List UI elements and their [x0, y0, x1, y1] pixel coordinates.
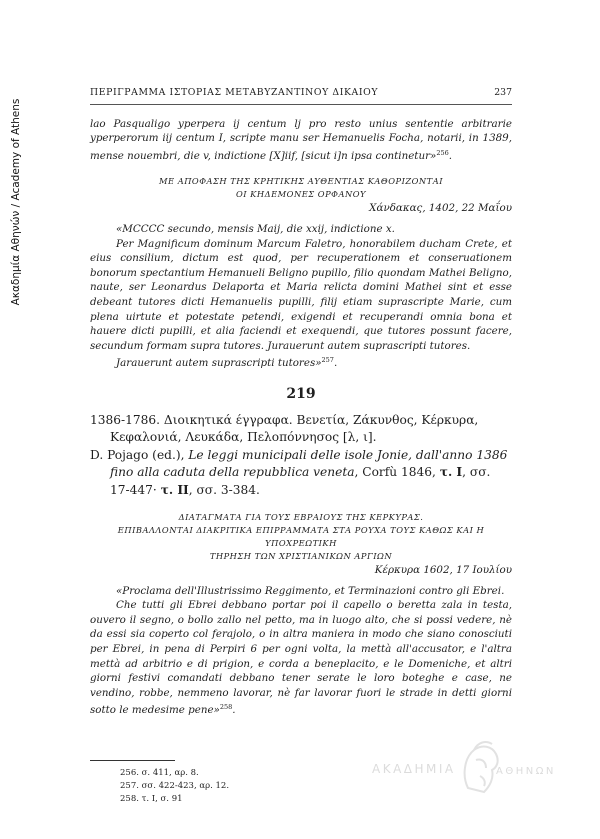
citation-volume: τ. II [160, 482, 189, 497]
document-paragraph: «Proclama dell'Illustrissimo Reggimento, et Terminazioni contro gli Ebrei. [116, 584, 505, 597]
citation-text: , σσ. 3-384. [188, 482, 260, 497]
document-heading-line: ΜΕ ΑΠΟΦΑΣΗ ΤΗΣ ΚΡΗΤΙΚΗΣ ΑΥΘΕΝΤΙΑΣ ΚΑΘΟΡΙΖΟΝΤΑΙ [159, 176, 443, 187]
document-page [90, 86, 512, 806]
citation-text: , Corfù 1846, [354, 465, 440, 479]
citation-book-title: Le leggi municipali delle isole Jonie, dall'anno 1386 fino alla caduta della repubblica veneta [110, 447, 508, 479]
footnote: 257. σσ. 422-423, αρ. 12. [120, 780, 230, 791]
footnote: 256. σ. 411, αρ. 8. [120, 767, 199, 778]
footnote-ref: 256 [436, 148, 449, 157]
citation-author: D. Pojago (ed.), [90, 447, 189, 462]
entry-citation [90, 447, 512, 500]
watermark-word: ΑΚΑΔΗΜΙΑ [372, 762, 456, 776]
document-paragraph: «MCCCC secundo, mensis Maij, die xxij, indictione x. [116, 222, 395, 235]
place-date: Χάνδακας, 1402, 22 Μαΐου [369, 202, 512, 215]
footnote-ref: 258 [219, 703, 233, 712]
citation-volume: τ. I [439, 465, 463, 479]
side-label-text: Ακαδημία Αθηνών / Academy of Athens [10, 98, 22, 306]
paragraph-text: Jarauerunt autem suprascripti tutores» [116, 357, 322, 370]
footnote-ref: 257 [321, 356, 334, 365]
document-paragraph: Che tutti gli Ebrei debbano portar poi il capello o beretta zala in testa, ouvero il segno, o bollo zallo nel petto, ma in luogo alto, che si possi vedere, nè da essi sia coperto col ferajolo, o in altra maniera in modo che siano conosciuti per Ebrei, in pena di Perpiri 6 per ogni volta, la mettà all'accusator, e l'altra mettà ad arbitrio e di prigion, e corda a beneplacito, e le Domeniche, et altri giorni festivi comandati debbano tener serate le loro boteghe e case, ne vendino, robbe, nemmeno lavorar, nè far lavorar fuori le strade in detti giorni sotto le medesime pene»$^{258}$. [90, 599, 512, 717]
header-title: ΠΕΡΙΓΡΑΜΜΑ ΙΣΤΟΡΙΑΣ ΜΕΤΑΒΥΖΑΝΤΙΝΟΥ ΔΙΚΑΙΟΥ [90, 87, 379, 98]
document-heading-line: ΔΙΑΤΑΓΜΑΤΑ ΓΙΑ ΤΟΥΣ ΕΒΡΑΙΟΥΣ ΤΗΣ ΚΕΡΚΥΡΑΣ. [178, 512, 424, 522]
paragraph-text: Che tutti gli Ebrei debbano portar poi il capello o beretta zala in testa, ouvero il segno, o bollo zallo nel petto, ma in luogo alto, che si possi vedere, nè da essi sia coperto col ferajolo, o in altra maniera in modo che siano conosciuti per Ebrei, in pena di Perpiri 6 per ogni volta, la mettà all'accusator, e l'altra mettà ad arbitrio e di prigion, e corda a beneplacito, e le Domeniche, et altri giorni festivi comandati debbano tener serate le loro boteghe e case, ne vendino, robbe, nemmeno lavorar, nè far lavorar fuori le strade in detti giorni sotto le medesime pene» [90, 599, 512, 717]
entry-number: 219 [286, 385, 316, 402]
academy-side-label [8, 52, 24, 352]
running-header [90, 86, 512, 105]
document-paragraph: Jarauerunt autem suprascripti tutores»$^{257}$. [116, 356, 338, 370]
continued-paragraph: lao Pasqualigo yperpera ij centum lj pro resto unius sententie arbitrarie yperperorum iij centum I, scripte manu ser Hemanuelis Focha, notarii, in 1389, mense nouembri, die v, indictione [X]iif, [sicut i]n ipsa continetur»$^{256}$. [90, 117, 512, 162]
document-paragraph: Per Magnificum dominum Marcum Faletro, honorabilem ducham Crete, et eius consilium, dictum est quod, per recuperationem et conseruationem bonorum spectantium Hemanueli Beligno pupillo, filio quondam Mathei Beligno, naute, ser Leonardus Delaporta et Maria relicta domini Mathei sint et esse debeant tutores dicti Hemanuelis pupilli, filij etiam suprascripte Marie, cum plena uirtute et potestate petendi, exigendi et recuperandi omnia bona et hauere dicti pupilli, et alia faciendi et exequendi, que tutores possunt facere, secundum formam supra tutores. Jurauerunt autem suprascripti tutores. [90, 237, 512, 352]
spacer [90, 499, 512, 511]
spacer [90, 163, 512, 175]
page-number: 237 [494, 87, 512, 98]
document-heading-line: ΤΗΡΗΣΗ ΤΩΝ ΧΡΙΣΤΙΑΝΙΚΩΝ ΑΡΓΙΩΝ [209, 551, 393, 561]
citation-text: , σσ. 17-447· [110, 465, 491, 497]
footnote: 258. τ. I, σ. 91 [120, 793, 183, 804]
document-heading-line: ΕΠΙΒΑΛΛΟΝΤΑΙ ΔΙΑΚΡΙΤΙΚΑ ΕΠΙΡΡΑΜΜΑΤΑ ΣΤΑ ΡΟΥΧΑ ΤΟΥΣ ΚΑΘΩΣ ΚΑΙ Η ΥΠΟΧΡΕΩΤΙΚΗ [117, 525, 485, 548]
academy-watermark [372, 738, 556, 800]
footnote-divider [90, 760, 175, 761]
place-date: Κέρκυρα 1602, 17 Ιουλίου [374, 564, 512, 576]
document-heading-line: ΟΙ ΚΗΔΕΜΟΝΕΣ ΟΡΦΑΝΟΥ [235, 189, 367, 200]
watermark-word: ΑΘΗΝΩΝ [496, 766, 556, 777]
entry-title: 1386-1786. Διοικητικά έγγραφα. Βενετία, Ζάκυνθος, Κέρκυρα, Κεφαλονιά, Λευκάδα, Πελοπόννησος [λ, ι]. [90, 412, 479, 444]
paragraph-text: lao Pasqualigo yperpera ij centum lj pro resto unius sententie arbitrarie yperperorum iij centum I, scripte manu ser Hemanuelis Focha, notarii, in 1389, mense nouembri, die v, indictione [X]iif, [sicut i]n ipsa continetur» [90, 117, 512, 162]
